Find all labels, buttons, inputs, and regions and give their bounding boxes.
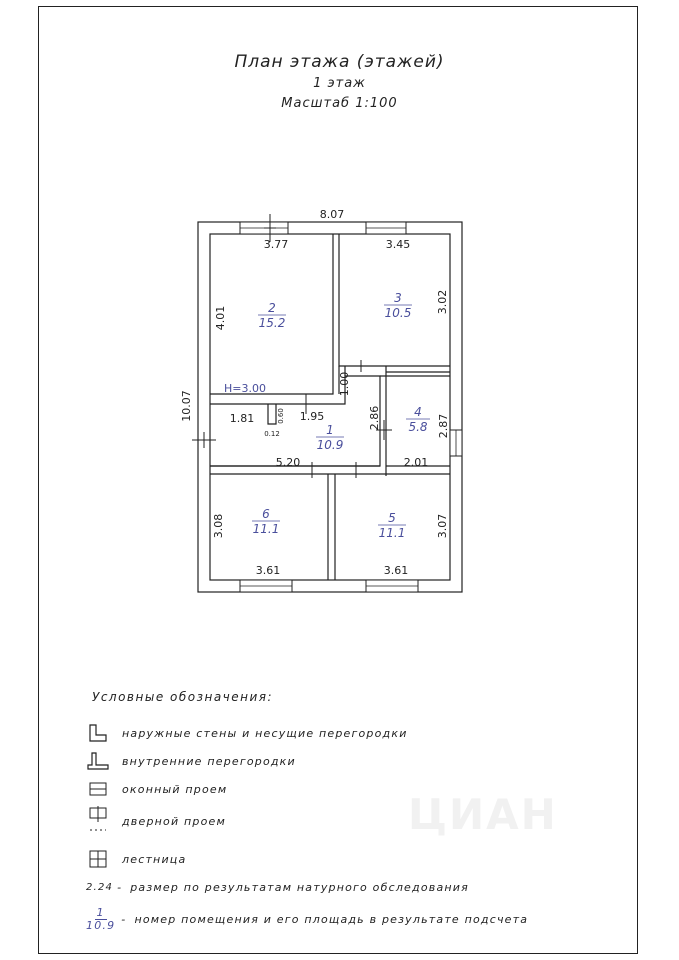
dim-hall-bottom: 5.20 bbox=[275, 456, 301, 469]
inner-wall-icon bbox=[86, 751, 122, 771]
legend-text: наружные стены и несущие перегородки bbox=[122, 726, 408, 740]
dim-r2-width: 3.77 bbox=[263, 238, 289, 251]
legend-item bbox=[86, 750, 296, 772]
dim-r5-width: 3.61 bbox=[383, 564, 409, 577]
room-2-area: 15.2 bbox=[258, 316, 286, 330]
legend-item bbox=[86, 848, 186, 870]
dim-total-width: 8.07 bbox=[319, 208, 345, 221]
dim-r3-height: 3.02 bbox=[436, 289, 449, 315]
room-5-number: 5 bbox=[388, 511, 396, 525]
room-5-area: 11.1 bbox=[378, 526, 406, 540]
legend-item: $\frac{1}{10.9}$ - номер помещения и его площадь в результате подсчета bbox=[86, 905, 529, 932]
dim-hall-right: 1.95 bbox=[299, 410, 325, 423]
legend-text: оконный проем bbox=[122, 782, 228, 796]
dim-corridor: 1.00 bbox=[338, 371, 351, 397]
legend-text: дверной проем bbox=[122, 814, 226, 828]
room-4-number: 4 bbox=[414, 405, 422, 419]
legend-text: лестница bbox=[122, 852, 187, 866]
legend-title: Условные обозначения: bbox=[92, 690, 274, 704]
room-1-area: 10.9 bbox=[316, 438, 344, 452]
room-3-number: 3 bbox=[394, 291, 402, 305]
watermark: ЦИАН bbox=[408, 790, 558, 839]
dim-hall-niche: 0.60 bbox=[277, 408, 285, 424]
dim-r5-height: 3.07 bbox=[436, 513, 449, 539]
dim-r4-height: 2.87 bbox=[437, 413, 450, 439]
dim-niche-depth: 0.12 bbox=[264, 430, 280, 438]
room-4-area: 5.8 bbox=[408, 420, 428, 434]
dim-r6-height: 3.08 bbox=[212, 513, 225, 539]
floor-label: 1 этаж bbox=[313, 76, 366, 91]
legend-text: номер помещения и его площадь в результате подсчета bbox=[134, 912, 529, 926]
scale-label: Масштаб 1:100 bbox=[281, 96, 398, 111]
room-6-area: 11.1 bbox=[252, 522, 280, 536]
room-2-number: 2 bbox=[268, 301, 276, 315]
dim-hall-height: 2.86 bbox=[368, 405, 381, 431]
partition-2-3 bbox=[210, 234, 450, 394]
partition-6-5 bbox=[328, 474, 335, 580]
dim-r2-height: 4.01 bbox=[214, 305, 227, 331]
stairs-icon bbox=[86, 849, 122, 869]
legend-text: внутренние перегородки bbox=[122, 754, 296, 768]
dim-hall-left: 1.81 bbox=[229, 412, 255, 425]
door-icon bbox=[86, 806, 122, 836]
dim-r4-width: 2.01 bbox=[403, 456, 429, 469]
legend-item bbox=[86, 722, 408, 744]
plan-title: План этажа (этажей) bbox=[234, 52, 445, 72]
room-number-sample: $\frac{1}{10.9}$ bbox=[86, 905, 116, 932]
room-3-area: 10.5 bbox=[384, 306, 412, 320]
room-1-number: 1 bbox=[326, 423, 334, 437]
dim-r3-width: 3.45 bbox=[385, 238, 411, 251]
room-6-number: 6 bbox=[262, 507, 270, 521]
window-icon bbox=[86, 779, 122, 799]
dim-total-length: 10.07 bbox=[180, 390, 193, 422]
legend-item: 2.24 - размер по результатам натурного обследования bbox=[86, 880, 469, 894]
legend-item bbox=[86, 810, 226, 832]
dimension-sample: 2.24 bbox=[86, 881, 114, 893]
legend-item bbox=[86, 778, 227, 800]
legend-text: размер по результатам натурного обследования bbox=[130, 880, 469, 894]
niche bbox=[268, 404, 276, 424]
ceiling-height: H=3.00 bbox=[224, 382, 266, 395]
dim-r6-width: 3.61 bbox=[255, 564, 281, 577]
outer-wall-icon bbox=[86, 723, 122, 743]
outer-wall bbox=[198, 222, 462, 592]
